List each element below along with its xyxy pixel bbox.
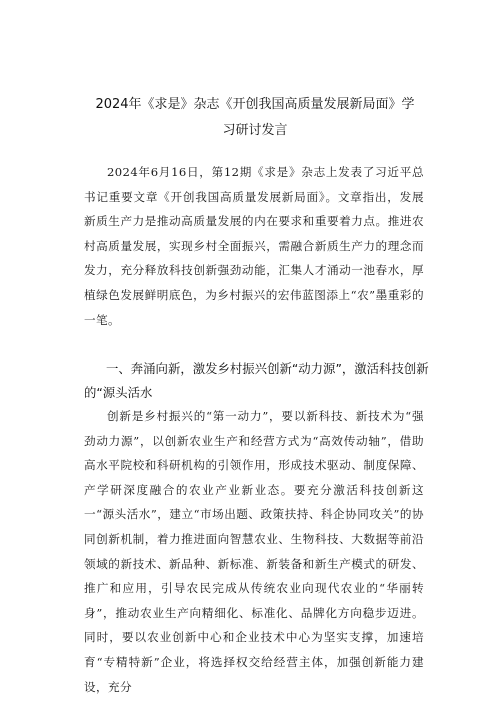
section-paragraph: 创新是乡村振兴的“第一动力”，要以新科技、新技术为“强劲动力源”，以创新农业生产和经营方式为“高效传动轴”，借助高水平院校和科研机构的引领作用，形成技术驱动、制度保障、产学研深度融合的农业产业新业态。要充分激活科技创新这一“源头活水”，建立“市场出题、政策扶持、科企协同攻关”的协同创新机制，着力推进面向智慧农业、生物科技、大数据等前沿领域的新技术、新品种、新标准、新装备和新生产模式的研发、推广和应用，引导农民完成从传统农业向现代农业的“华丽转身”，推动农业生产向精细化、标准化、品牌化方向稳步迈进。同时，要以农业创新中心和企业技术中心为坚实支撑，加速培育“专精特新”企业，将选择权交给经营主体，加强创新能力建设，充分 (84, 409, 424, 694)
intro-paragraph: 2024年6月16日，第12期《求是》杂志上发表了习近平总书记重要文章《开创我国高质量发展新局面》。文章指出，发展新质生产力是推动高质量发展的内在要求和重要着力点。推进农村高质量发展，实现乡村全面振兴，需融合新质生产力的理念而发力，充分释放科技创新强劲动能，汇集人才涌动一池春水，厚植绿色发展鲜明底色，为乡村振兴的宏伟蓝图添上“农”墨重彩的一笔。 (84, 165, 424, 327)
section-heading: 一、奔涌向新，激发乡村振兴创新“动力源”，激活科技创新的“源头活水 (84, 361, 429, 400)
document-title: 2024年《求是》杂志《开创我国高质量发展新局面》学习研讨发言 (95, 97, 415, 138)
